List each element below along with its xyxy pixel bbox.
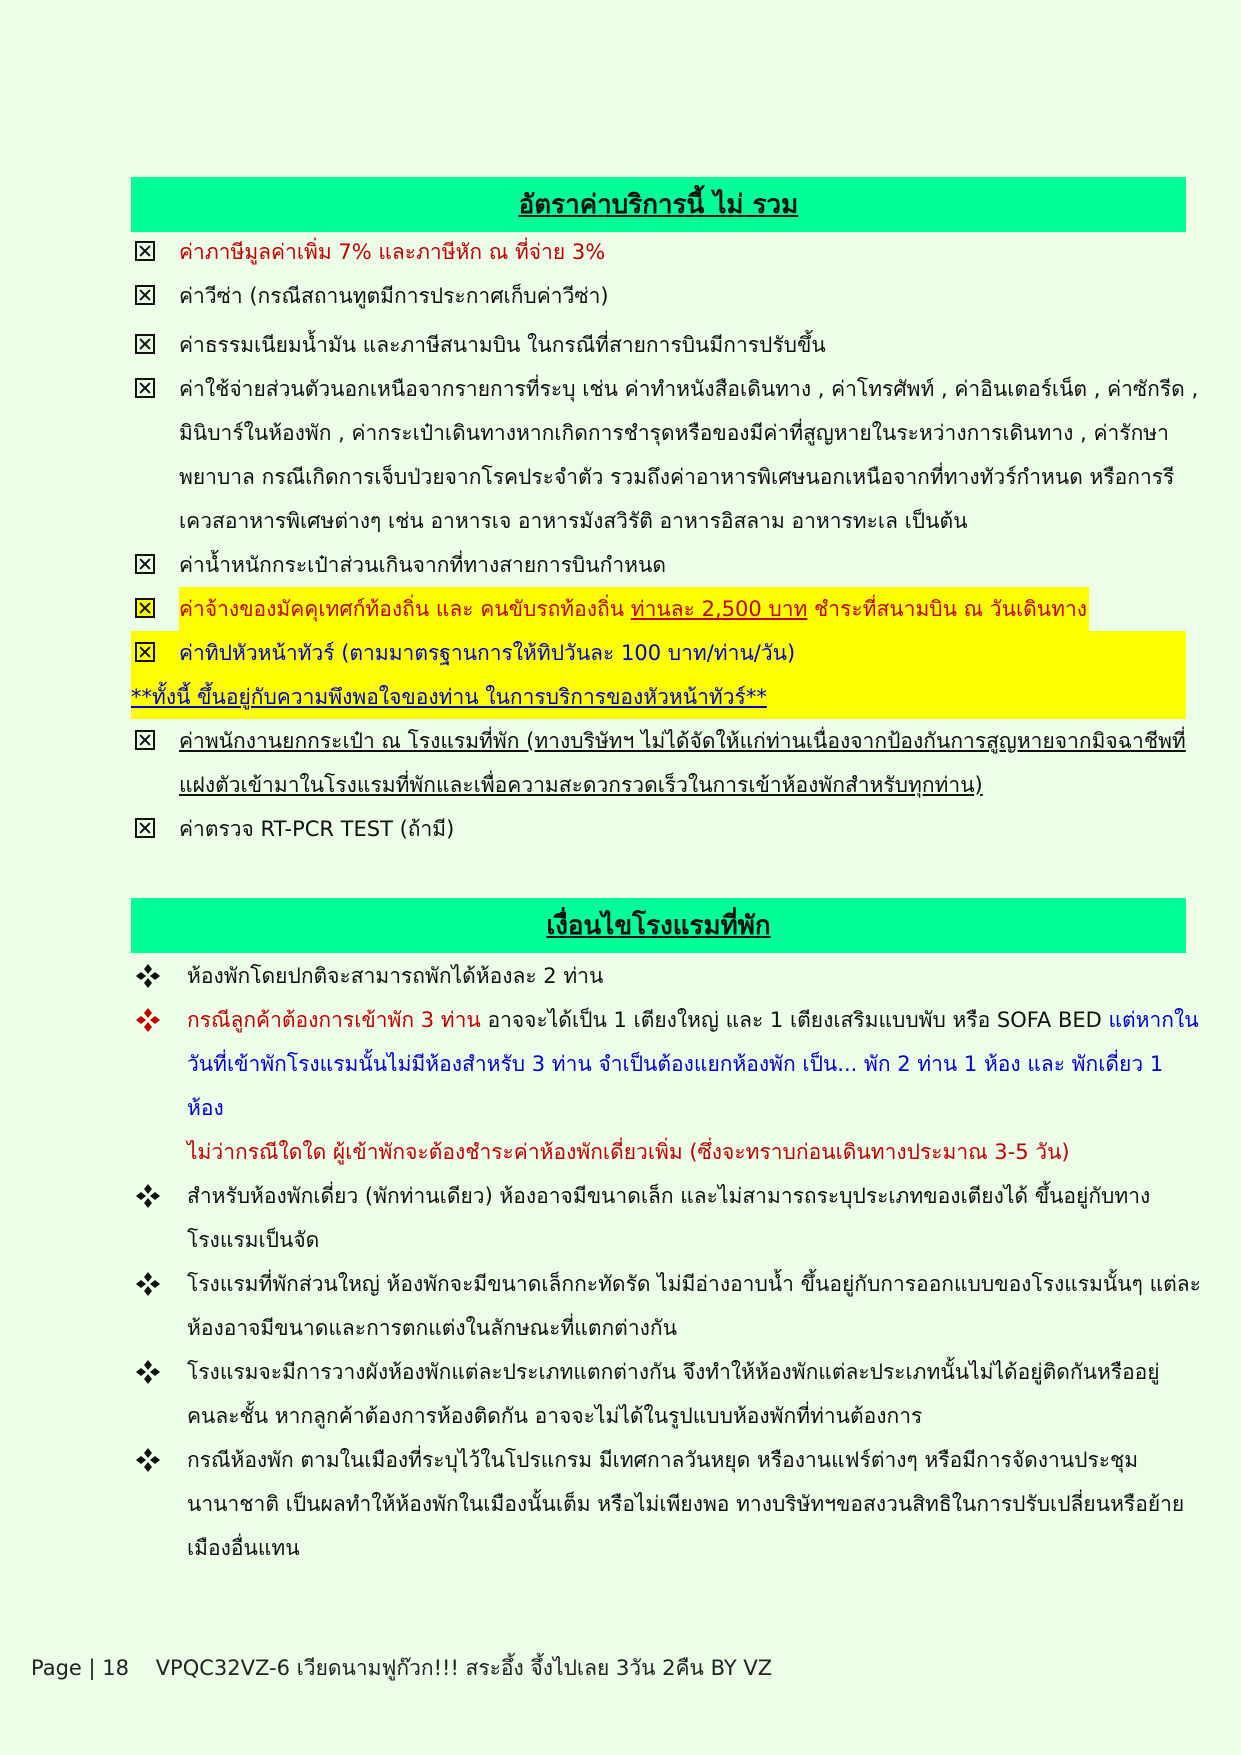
guide-fee-text: ค่าจ้างของมัคคุเทศก์ท้องถิ่น และ คนขับรถท้องถิ่น <box>179 597 631 621</box>
hotel-conditions-header <box>131 898 1186 953</box>
checkbox-x-icon <box>135 818 155 838</box>
checkbox-x-icon <box>135 378 155 398</box>
checkbox-x-icon <box>135 241 155 261</box>
item-text: ค่าธรรมเนียมน้ำมัน และภาษีสนามบิน ในกรณีที่สายการบินมีการปรับขึ้น <box>179 333 826 357</box>
tip-text: ค่าทิปหัวหน้าทัวร์ (ตามมาตรฐานการให้ทิปวันละ 100 บาท/ท่าน/วัน) <box>179 641 796 665</box>
triple-warning: ไม่ว่ากรณีใดใด ผู้เข้าพักจะต้องชำระค่าห้องพักเดี่ยวเพิ่ม (ซึ่งจะทราบก่อนเดินทางประมาณ 3-5 วัน) <box>187 1140 1070 1164</box>
exclusion-item-baggage <box>131 543 1201 587</box>
item-text: ค่าวีซ่า (กรณีสถานทูตมีการประกาศเก็บค่าวีซ่า) <box>179 284 609 308</box>
triple-detail: อาจจะได้เป็น 1 เตียงใหญ่ และ 1 เตียงเสริมแบบพับ หรือ SOFA BED <box>480 1008 1109 1032</box>
hotel-item-size <box>131 1262 1201 1350</box>
diamond-bullet-icon <box>135 1271 161 1297</box>
triple-note: แต่หากในวันที่เข้าพักโรงแรมนั้นไม่มีห้องสำหรับ 3 ท่าน จำเป็นต้องแยกห้องพัก เป็น... พัก 2 ท่าน 1 ห้อง และ พักเดี่ยว 1 ห้อง <box>187 1008 1199 1120</box>
exclusions-list <box>131 230 1201 851</box>
guide-fee-payment: ชำระที่สนามบิน ณ วันเดินทาง <box>807 597 1088 621</box>
page-footer: Page | 18 VPQC32VZ-6 เวียดนามฟูก๊วก!!! สระอึ้ง จึ้งไปเลย 3วัน 2คืน BY VZ <box>31 1656 773 1680</box>
guide-fee-highlight <box>179 587 1089 631</box>
item-text: ค่าใช้จ่ายส่วนตัวนอกเหนือจากรายการที่ระบุ เช่น ค่าทำหนังสือเดินทาง , ค่าโทรศัพท์ , ค่าอินเตอร์เน็ต , ค่าซักรีด , มินิบาร์ในห้องพัก , ค่ากระเป๋าเดินทางหากเกิดการชำรุดหรือของมีค่าที่สูญหายในระหว่างการเดินทาง , ค่ารักษาพยาบาล กรณีเกิดการเจ็บป่วยจากโรคประจำตัว รวมถึงค่าอาหารพิเศษนอกเหนือจากที่ทางทัวร์กำหนด หรือการรีเควสอาหารพิเศษต่างๆ เช่น อาหารเจ อาหารมังสวิรัติ อาหารอิสลาม อาหารทะเล เป็นต้น <box>179 377 1199 533</box>
diamond-bullet-icon <box>135 1183 161 1209</box>
exclusions-header <box>131 177 1186 232</box>
hotel-item-single <box>131 1174 1201 1262</box>
diamond-bullet-icon <box>135 1447 161 1473</box>
checkbox-x-icon <box>135 598 155 618</box>
item-text: สำหรับห้องพักเดี่ยว (พักท่านเดียว) ห้องอาจมีขนาดเล็ก และไม่สามารถระบุประเภทของเตียงได้ ขึ้นอยู่กับทางโรงแรมเป็นจัด <box>187 1184 1151 1252</box>
diamond-bullet-icon <box>135 1007 161 1033</box>
hotel-item-capacity <box>131 954 1201 998</box>
exclusion-item-personal <box>131 367 1201 543</box>
hotel-item-layout <box>131 1350 1201 1438</box>
exclusions-title: อัตราค่าบริการนี้ ไม่ รวม <box>518 190 799 220</box>
triple-heading: กรณีลูกค้าต้องการเข้าพัก 3 ท่าน <box>187 1008 481 1032</box>
item-text: โรงแรมที่พักส่วนใหญ่ ห้องพักจะมีขนาดเล็กกะทัดรัด ไม่มีอ่างอาบน้ำ ขึ้นอยู่กับการออกแบบของโรงแรมนั้นๆ แต่ละห้องอาจมีขนาดและการตกแต่งในลักษณะที่แตกต่างกัน <box>187 1272 1201 1340</box>
item-text: ค่าตรวจ RT-PCR TEST (ถ้ามี) <box>179 817 455 841</box>
item-text: ค่าพนักงานยกกระเป๋า ณ โรงแรมที่พัก (ทางบริษัทฯ ไม่ได้จัดให้แก่ท่านเนื่องจากป้องกันการสูญหายจากมิจฉาชีพที่แฝงตัวเข้ามาในโรงแรมที่พักและเพื่อความสะดวกรวดเร็วในการเข้าห้องพักสำหรับทุกท่าน) <box>179 729 1186 797</box>
tip-note: **ทั้งนี้ ขึ้นอยู่กับความพึงพอใจของท่าน ในการบริการของหัวหน้าทัวร์** <box>131 685 767 709</box>
checkbox-x-icon <box>135 554 155 574</box>
hotel-item-festival <box>131 1438 1201 1570</box>
exclusion-item-guide <box>131 587 1201 631</box>
item-text: โรงแรมจะมีการวางผังห้องพักแต่ละประเภทแตกต่างกัน จึงทำให้ห้องพักแต่ละประเภทนั้นไม่ได้อยู่ติดกันหรืออยู่คนละชั้น หากลูกค้าต้องการห้องติดกัน อาจจะไม่ได้ในรูปแบบห้องพักที่ท่านต้องการ <box>187 1360 1160 1428</box>
tip-main-row <box>131 631 1186 675</box>
guide-fee-amount: ท่านละ 2,500 บาท <box>630 597 808 621</box>
exclusion-item-fuel <box>131 323 1201 367</box>
item-text: กรณีห้องพัก ตามในเมืองที่ระบุไว้ในโปรแกรม มีเทศกาลวันหยุด หรืองานแฟร์ต่างๆ หรือมีการจัดงานประชุมนานาชาติ เป็นผลทำให้ห้องพักในเมืองนั้นเต็ม หรือไม่เพียงพอ ทางบริษัทฯขอสงวนสิทธิในการปรับเปลี่ยนหรือย้ายเมืองอื่นแทน <box>187 1448 1185 1560</box>
diamond-bullet-icon <box>135 963 161 989</box>
exclusion-item-visa <box>131 274 1201 318</box>
item-text: ห้องพักโดยปกติจะสามารถพักได้ห้องละ 2 ท่าน <box>187 964 604 988</box>
hotel-item-triple <box>131 998 1201 1174</box>
exclusion-item-pcr <box>131 807 1201 851</box>
item-text: ค่าภาษีมูลค่าเพิ่ม 7% และภาษีหัก ณ ที่จ่าย 3% <box>179 240 606 264</box>
hotel-conditions-title: เงื่อนไขโรงแรมที่พัก <box>546 911 771 941</box>
exclusion-item-vat <box>131 230 1201 274</box>
checkbox-x-icon <box>135 642 155 662</box>
exclusion-item-porter <box>131 719 1201 807</box>
diamond-bullet-icon <box>135 1359 161 1385</box>
checkbox-x-icon <box>135 334 155 354</box>
item-text: ค่าน้ำหนักกระเป๋าส่วนเกินจากที่ทางสายการบินกำหนด <box>179 553 666 577</box>
checkbox-x-icon <box>135 285 155 305</box>
exclusion-item-tip <box>131 631 1186 719</box>
hotel-conditions-list <box>131 954 1201 1570</box>
checkbox-x-icon <box>135 730 155 750</box>
